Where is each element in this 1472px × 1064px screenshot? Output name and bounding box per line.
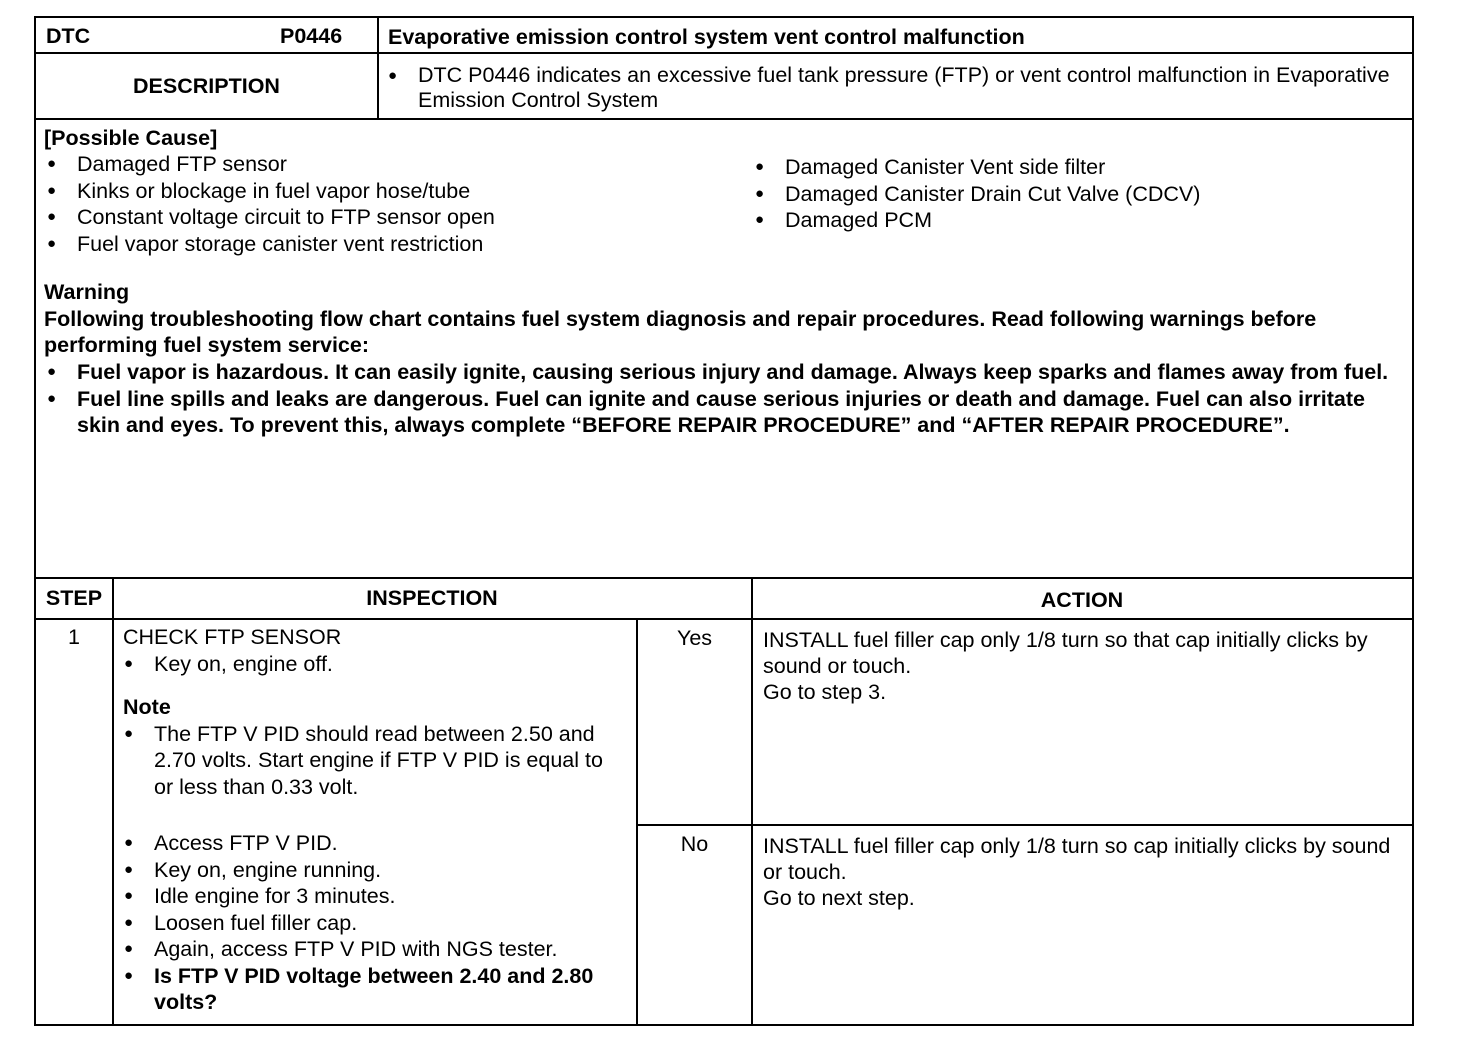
- dtc-procedure-sheet: [34, 16, 1414, 1026]
- rule-below-description: [36, 118, 1412, 120]
- rule-above-table: [36, 577, 1412, 579]
- note-item: ● The FTP V PID should read between 2.50 and 2.70 volts. Start engine if FTP V PID is equal to or less than 0.33 volt.: [123, 721, 623, 801]
- inspection-question: ● Is FTP V PID voltage between 2.40 and 2.80 volts?: [123, 963, 623, 1016]
- inspection-item: ● Loosen fuel filler cap.: [123, 910, 623, 937]
- warning-item: ● Fuel vapor is hazardous. It can easily ignite, causing serious injury and damage. Always keep sparks and flames away from fuel.: [46, 359, 1391, 386]
- answer-yes: Yes: [676, 626, 713, 650]
- cause-item: ● Constant voltage circuit to FTP sensor open: [46, 204, 746, 231]
- no-action-instruction: INSTALL fuel filler cap only 1/8 turn so cap initially clicks by sound or touch.: [763, 834, 1391, 884]
- dtc-label: DTC: [46, 24, 91, 48]
- description-bullet: ● DTC P0446 indicates an excessive fuel tank pressure (FTP) or vent control malfunction in Evaporative Emission Control System: [387, 63, 1397, 113]
- yes-action: [763, 627, 1373, 705]
- note-heading: Note: [123, 694, 171, 719]
- cause-item: ● Damaged FTP sensor: [46, 151, 746, 178]
- cause-item: ● Damaged PCM: [754, 207, 1404, 234]
- rule-below-title: [36, 52, 1412, 54]
- description-label: DESCRIPTION: [133, 74, 280, 98]
- column-header-inspection: INSPECTION: [366, 586, 498, 610]
- possible-cause-heading: [Possible Cause]: [44, 126, 218, 150]
- rule-below-table-header: [36, 618, 1412, 620]
- no-action-goto: Go to next step.: [763, 886, 915, 910]
- possible-cause-left-list: [46, 151, 746, 257]
- no-action: [763, 833, 1393, 911]
- dtc-code: P0446: [280, 24, 343, 48]
- cause-item: ● Kinks or blockage in fuel vapor hose/tube: [46, 178, 746, 205]
- inspection-item: ● Key on, engine off.: [123, 651, 623, 678]
- inspection-item: ● Idle engine for 3 minutes.: [123, 883, 623, 910]
- column-header-step: STEP: [45, 586, 103, 610]
- warning-heading: Warning: [44, 280, 130, 304]
- warning-item: ● Fuel line spills and leaks are dangerous. Fuel can ignite and cause serious injuries or death and damage. Fuel can also irritate skin and eyes. To prevent this, always complete “BEFORE REPAIR PROCEDURE” and “AFTER REPAIR PROCEDURE”.: [46, 386, 1391, 439]
- rule-header-divider: [377, 18, 379, 120]
- rule-inspection-answer-divider: [636, 618, 638, 1024]
- cause-item: ● Fuel vapor storage canister vent restriction: [46, 231, 746, 258]
- warning-intro: Following troubleshooting flow chart contains fuel system diagnosis and repair procedures. Read following warnings before performing fuel system service:: [44, 307, 1317, 357]
- column-header-action: ACTION: [1040, 588, 1124, 612]
- inspection-item: ● Again, access FTP V PID with NGS tester.: [123, 936, 623, 963]
- inspection-item: ● Key on, engine running.: [123, 857, 623, 884]
- warning-list: [46, 359, 1391, 439]
- step-number: 1: [68, 625, 80, 649]
- description-text: [387, 63, 1397, 113]
- cause-item: ● Damaged Canister Vent side filter: [754, 154, 1404, 181]
- dtc-title: Evaporative emission control system vent control malfunction: [388, 25, 1025, 49]
- yes-action-instruction: INSTALL fuel filler cap only 1/8 turn so that cap initially clicks by sound or touch.: [763, 628, 1368, 678]
- inspection-cell: [123, 624, 623, 1016]
- cause-item: ● Damaged Canister Drain Cut Valve (CDCV): [754, 181, 1404, 208]
- yes-action-goto: Go to step 3.: [763, 680, 887, 704]
- possible-cause-right-list: [754, 154, 1404, 234]
- rule-step-column: [112, 577, 114, 1024]
- rule-yes-no-split: [638, 824, 1412, 826]
- rule-action-column: [751, 577, 753, 1024]
- inspection-item: ● Access FTP V PID.: [123, 830, 623, 857]
- inspection-title: CHECK FTP SENSOR: [123, 625, 342, 649]
- answer-no: No: [680, 832, 709, 856]
